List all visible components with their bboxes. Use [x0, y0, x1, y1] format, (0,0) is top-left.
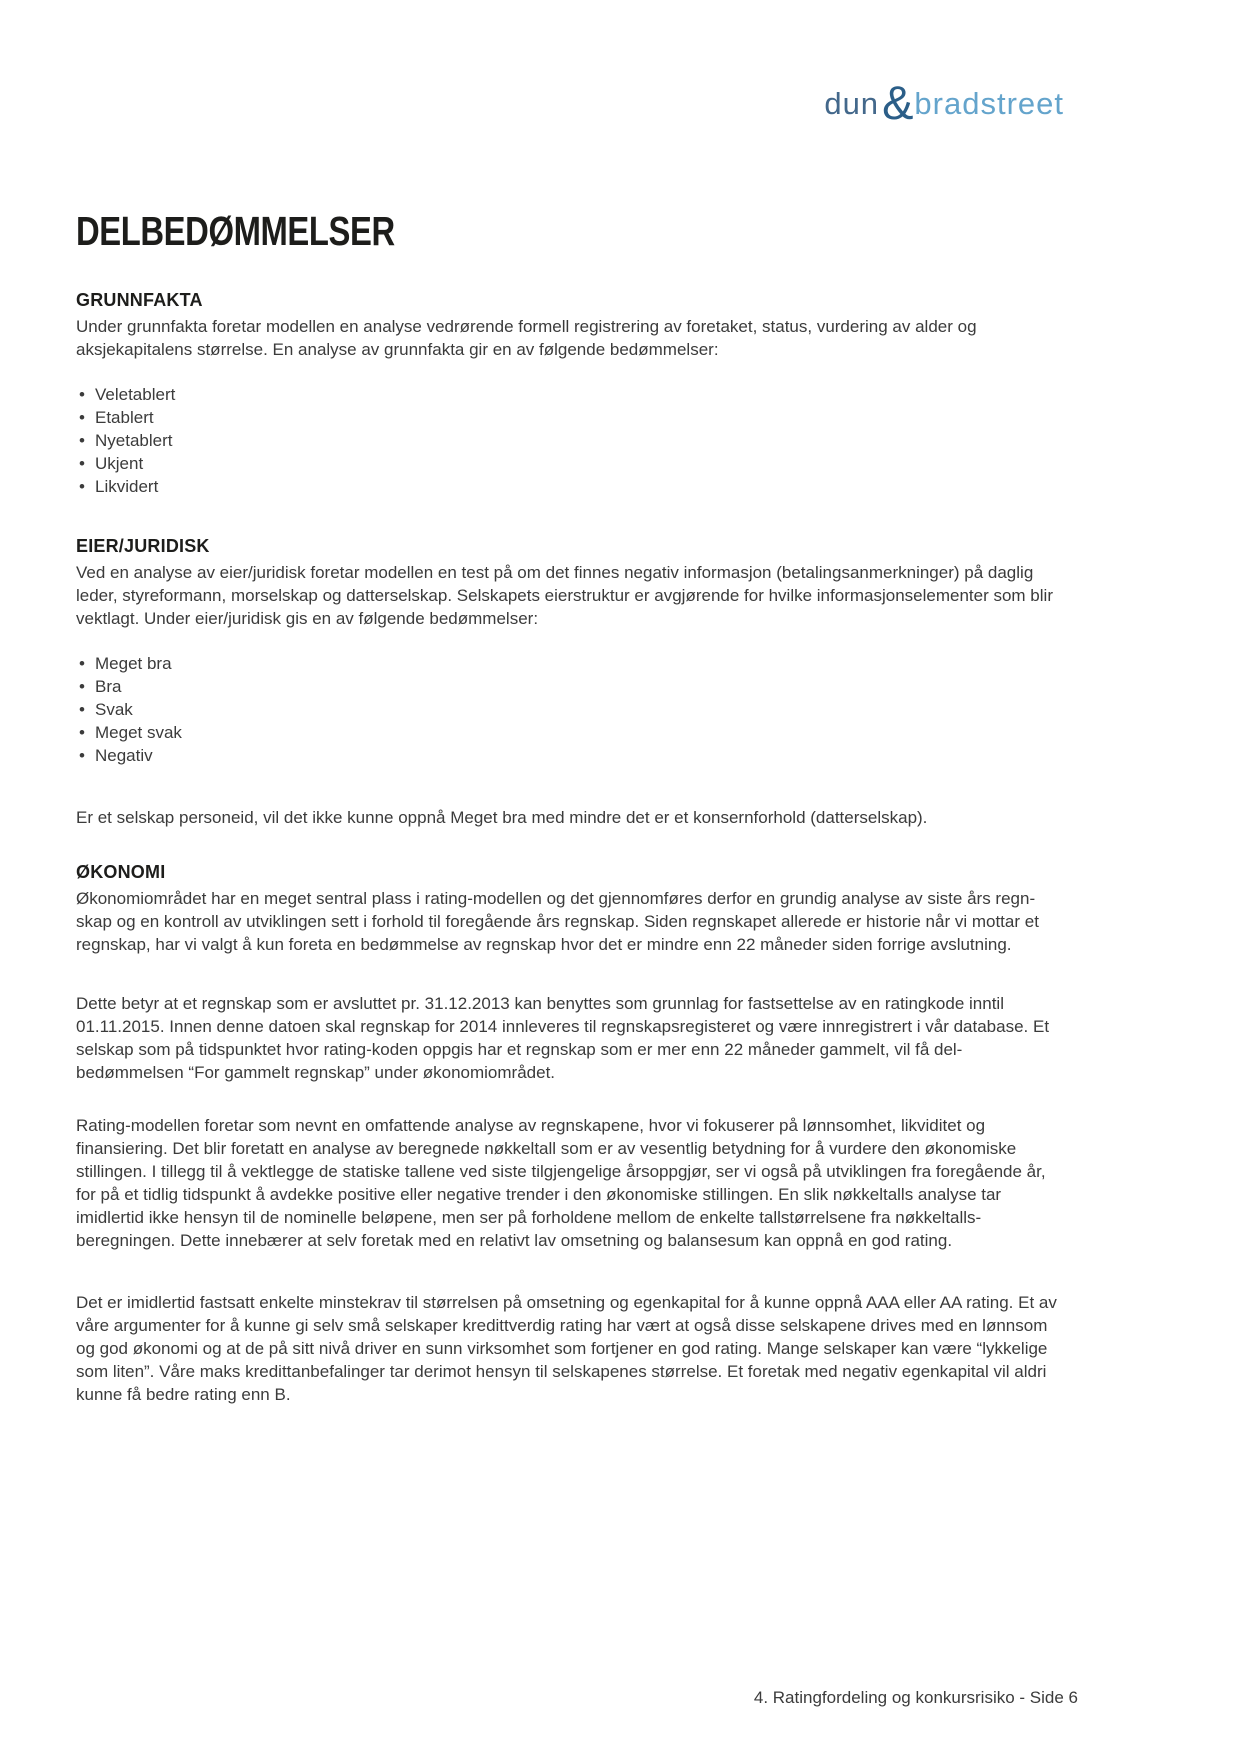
okonomi-paragraph-2: Dette betyr at et regnskap som er avsluttet pr. 31.12.2013 kan benyttes som grunnlag for fastsettelse av en ratingkode inntil 01.11.2015. Innen denne datoen skal regnskap for 2014 innleveres til regnskapsregisteret og være innregistrert i vår database. Et selskap som på tidspunktet hvor rating-koden oppgis har et regnskap som er mer enn 22 måneder gammelt, vil få del- bedømmelsen “For gammelt regnskap” under økonomiområdet.: [76, 994, 1050, 1082]
dun-bradstreet-logo: [76, 0, 1064, 129]
section-grunnfakta: [76, 290, 1064, 498]
list-item: • Etablert: [76, 406, 1064, 429]
logo-ampersand-icon: &: [882, 76, 914, 129]
page-footer: 4. Ratingfordeling og konkursrisiko - Side 6: [753, 1688, 1078, 1707]
list-item: • Likvidert: [76, 475, 1064, 498]
okonomi-paragraph-3: Rating-modellen foretar som nevnt en omfattende analyse av regnskapene, hvor vi fokuserer på lønnsomhet, likviditet og finansiering. Det blir foretatt en analyse av beregnede nøkkeltall som er av vesentlig betydning for å vurdere den økonomiske stillingen. I tillegg til å vektlegge de statiske tallene ved siste tilgjengelige årsoppgjør, ser vi også på utviklingen fra foregående år, for på et tidlig tidspunkt å avdekke positive eller negative trender i den økonomiske stillingen. En slik nøkkeltalls analyse tar imidlertid ikke hensyn til de nominelle beløpene, men ser på forholdene mellom de enkelte tallstørrelsene fra nøkkeltalls- beregningen. Dette innebærer at selv foretak med en relativt lav omsetning og balansesum kan oppnå en god rating.: [76, 1116, 1046, 1250]
list-item: • Svak: [76, 698, 1064, 721]
list-item: • Nyetablert: [76, 429, 1064, 452]
section-eier-juridisk: [76, 536, 1064, 829]
okonomi-paragraph-4: Det er imidlertid fastsatt enkelte minstekrav til størrelsen på omsetning og egenkapital for å kunne oppnå AAA eller AA rating. Et av våre argumenter for å kunne gi selv små selskaper kredittverdig rating har vært at også disse selskapene drives med en lønnsom og god økonomi og at de på sitt nivå driver en sunn virksomhet som fortjener en god rating. Mange selskaper kan være “lykkelige som liten”. Våre maks kredittanbefalinger tar derimot hensyn til selskapenes størrelse. Et foretak med negativ egenkapital vil aldri kunne få bedre rating enn B.: [76, 1293, 1057, 1404]
okonomi-heading: ØKONOMI: [76, 862, 166, 882]
list-item: • Negativ: [76, 744, 1064, 767]
list-item: • Meget bra: [76, 652, 1064, 675]
list-item: • Veletablert: [76, 383, 1064, 406]
logo-text-bradstreet: bradstreet: [914, 86, 1064, 121]
page-title: DELBEDØMMELSER: [76, 208, 395, 254]
list-item: • Meget svak: [76, 721, 1064, 744]
section-okonomi: [76, 862, 1064, 1406]
eier-juridisk-heading: EIER/JURIDISK: [76, 536, 210, 556]
grunnfakta-heading: GRUNNFAKTA: [76, 290, 203, 310]
logo-text-dun: dun: [824, 86, 880, 121]
eier-juridisk-intro: Ved en analyse av eier/juridisk foretar modellen en test på om det finnes negativ informasjon (betalingsanmerkninger) på daglig leder, styreformann, morselskap og datterselskap. Selskapets eierstruktur er avgjørende for hvilke informasjonselementer som blir vektlagt. Under eier/juridisk gis en av følgende bedømmelser:: [76, 563, 1053, 628]
list-item: • Ukjent: [76, 452, 1064, 475]
list-item: • Bra: [76, 675, 1064, 698]
eier-juridisk-assessment-list: [76, 652, 1064, 767]
page-content: [76, 0, 1064, 1406]
okonomi-paragraph-1: Økonomiområdet har en meget sentral plass i rating-modellen og det gjennomføres derfor en grundig analyse av siste års regn- skap og en kontroll av utviklingen sett i forhold til foregående års regnskap. Siden regnskapet allerede er historie når vi mottar et regnskap, har vi valgt å kun foreta en bedømmelse av regnskap hvor det er mindre enn 22 måneder siden forrige avslutning.: [76, 889, 1039, 954]
grunnfakta-intro: Under grunnfakta foretar modellen en analyse vedrørende formell registrering av foretaket, status, vurdering av alder og aksjekapitalens størrelse. En analyse av grunnfakta gir en av følgende bedømmelser:: [76, 317, 977, 359]
grunnfakta-assessment-list: [76, 383, 1064, 498]
eier-juridisk-note: Er et selskap personeid, vil det ikke kunne oppnå Meget bra med mindre det er et konsernforhold (datterselskap).: [76, 808, 928, 827]
